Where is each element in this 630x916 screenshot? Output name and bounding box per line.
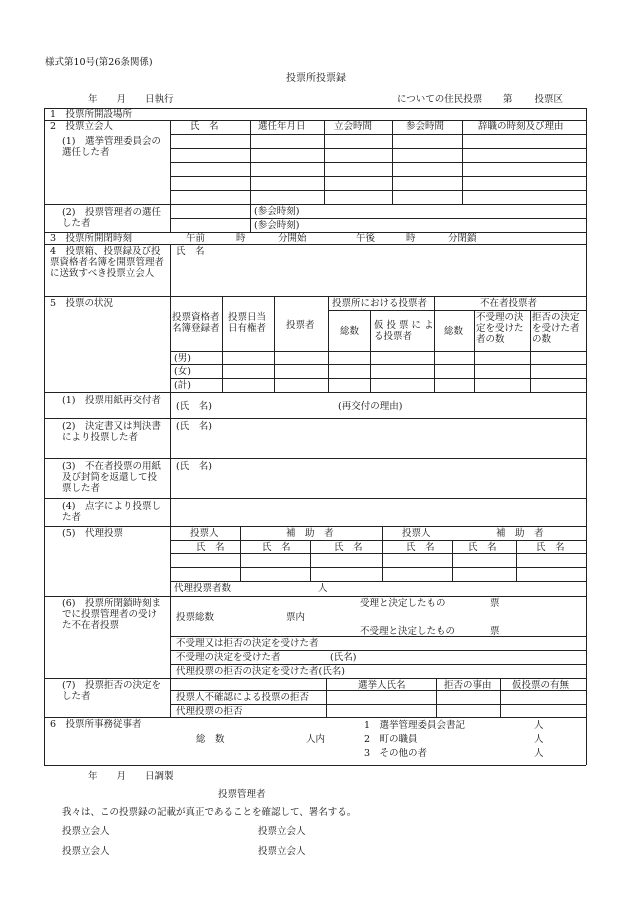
- proxy-assistant-header-2: 補 助 者: [496, 528, 544, 539]
- sub-absentee-received-label: (6) 投票所閉鎖時刻までに投票管理者の受けた不在者投票: [62, 598, 161, 631]
- sub-reissue-label: (1) 投票用紙再交付者: [62, 395, 161, 406]
- proxy-count-label: 代理投票者数: [174, 583, 232, 594]
- col-provisional: 仮 投 票 に よる投票者: [374, 320, 434, 342]
- row-female: (女): [174, 366, 191, 377]
- proxy-assistant-header-1: 補 助 者: [286, 528, 334, 539]
- section-1-label: 1 投票所開設場所: [50, 109, 133, 120]
- proxy-voter-header-2: 投票人: [402, 528, 431, 539]
- sub-decision-label: (2) 決定書又は判決書により投票した者: [62, 421, 161, 443]
- col-not-accepted: 不受理の決定を受けた者の数: [476, 312, 524, 345]
- section-2-sub2: (2) 投票管理者の選任した者: [62, 207, 161, 229]
- section-2-sub1: (1) 選挙管理委員会の選任した者: [62, 136, 161, 158]
- col-eligible: 投票日当日有権者: [228, 312, 267, 334]
- group-station: 投票所における投票者: [332, 298, 428, 309]
- section-5-label: 5 投票の状況: [50, 298, 114, 309]
- col-join-time: 参会時間: [406, 121, 445, 132]
- accepted-label: 受理と決定したもの: [360, 598, 446, 609]
- staff-item-2-unit: 人: [534, 734, 544, 745]
- hour-label-2: 時: [406, 233, 416, 244]
- sub-refusal-label: (7) 投票拒否の決定をした者: [62, 680, 161, 702]
- witness-signature-4: 投票立会人: [258, 846, 306, 857]
- page-title: 投票所投票録: [286, 73, 346, 84]
- hour-label-1: 時: [236, 233, 246, 244]
- proxy-name-3: 氏 名: [334, 542, 363, 553]
- sub-absentee-return-label: (3) 不在者投票の用紙及び封筒を返還して投票した者: [62, 461, 161, 494]
- reissue-name: (氏 名): [176, 401, 212, 412]
- total-votes-label: 投票総数: [176, 612, 215, 623]
- col-total: 総数: [340, 326, 360, 337]
- prepared-date: 年 月 日調製: [88, 771, 174, 782]
- form-label: 様式第10号(第26条関係): [45, 57, 153, 68]
- accepted-unit: 票: [490, 598, 500, 609]
- close-label: 分閉鎖: [448, 233, 477, 244]
- col-total-absentee: 総数: [444, 326, 464, 337]
- staff-item-1: 1 選挙管理委員会書記: [364, 720, 466, 731]
- col-refusal-reason: 拒否の事由: [444, 680, 492, 691]
- col-resign-reason: 辞職の時刻及び理由: [478, 121, 564, 132]
- col-rejected: 拒否の決定を受けた者の数: [532, 312, 580, 345]
- am-label: 午前: [186, 233, 206, 244]
- execution-date: 年 月 日執行: [88, 94, 174, 105]
- section-4-name: 氏 名: [176, 246, 205, 257]
- section-6-label: 6 投票所事務従事者: [50, 719, 142, 730]
- pm-label: 午後: [356, 233, 376, 244]
- proxy-count-unit: 人: [318, 583, 328, 594]
- sub-braille-label: (4) 点字により投票した者: [62, 501, 161, 523]
- staff-item-2: 2 町の職員: [364, 734, 418, 745]
- col-attend-time: 立会時間: [334, 121, 373, 132]
- not-accepted-label: 不受理と決定したもの: [360, 626, 456, 637]
- witness-signature-1: 投票立会人: [62, 826, 110, 837]
- rejected-line-2: 不受理の決定を受けた者: [176, 652, 281, 663]
- proxy-name-1: 氏 名: [196, 542, 225, 553]
- join-time-2: (参会時刻): [254, 220, 300, 231]
- voting-district: 第 投票区: [503, 94, 564, 105]
- certification-statement: 我々は、この投票録の記載が真正であることを確認して、署名する。: [62, 807, 357, 818]
- rejected-line-1: 不受理又は拒否の決定を受けた者: [176, 638, 319, 649]
- section-3-label: 3 投票所開閉時刻: [50, 233, 133, 244]
- group-absentee: 不在者投票者: [480, 298, 538, 309]
- col-elected-date: 選任年月日: [258, 121, 306, 132]
- staff-item-1-unit: 人: [534, 720, 544, 731]
- proxy-name-4: 氏 名: [406, 542, 435, 553]
- col-voter-name: 選挙人氏名: [358, 680, 406, 691]
- manager-label: 投票管理者: [218, 789, 266, 800]
- vote-name: についての住民投票: [397, 94, 483, 105]
- rejected-line-3: 代理投票の拒否の決定を受けた者(氏名): [176, 666, 345, 677]
- col-provisional-vote: 仮投票の有無: [512, 680, 570, 691]
- row-male: (男): [174, 353, 191, 364]
- witness-signature-3: 投票立会人: [62, 846, 110, 857]
- witness-signature-2: 投票立会人: [258, 826, 306, 837]
- rejected-line-2-name: (氏名): [330, 652, 357, 663]
- absentee-return-name: (氏 名): [176, 461, 212, 472]
- total-votes-unit: 票内: [286, 612, 306, 623]
- open-label: 分開始: [278, 233, 307, 244]
- join-time-1: (参会時刻): [254, 206, 300, 217]
- proxy-name-6: 氏 名: [536, 542, 565, 553]
- staff-item-3: 3 その他の者: [364, 748, 428, 759]
- sub-proxy-label: (5) 代理投票: [62, 528, 123, 539]
- proxy-name-2: 氏 名: [262, 542, 291, 553]
- reissue-reason: (再交付の理由): [338, 401, 403, 412]
- col-voters: 投票者: [286, 320, 315, 331]
- col-name: 氏 名: [190, 121, 219, 132]
- staff-total-label: 総 数: [196, 734, 225, 745]
- staff-item-3-unit: 人: [534, 748, 544, 759]
- section-4-label: 4 投票箱、投票録及び投票資格者名簿を開票管理者に送致すべき投票立会人: [50, 246, 165, 279]
- col-registered: 投票資格者名簿登録者: [172, 312, 220, 334]
- row-total: (計): [174, 380, 191, 391]
- section-2-label: 2 投票立会人: [50, 121, 114, 132]
- decision-name: (氏 名): [176, 421, 212, 432]
- proxy-voter-header-1: 投票人: [190, 528, 219, 539]
- refusal-row-2: 代理投票の拒否: [176, 706, 243, 717]
- refusal-row-1: 投票人不確認による投票の拒否: [176, 692, 310, 703]
- staff-total-unit: 人内: [306, 734, 326, 745]
- proxy-name-5: 氏 名: [468, 542, 497, 553]
- not-accepted-unit: 票: [490, 626, 500, 637]
